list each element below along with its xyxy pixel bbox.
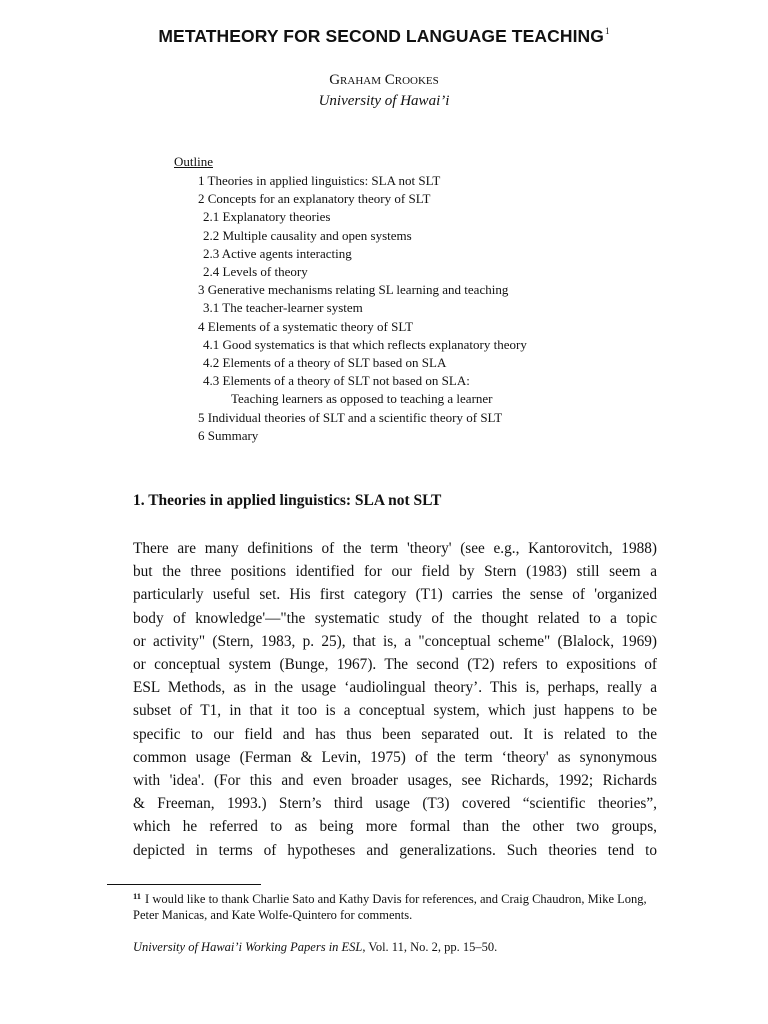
section-heading: 1. Theories in applied linguistics: SLA not SLT — [133, 492, 442, 509]
footer-journal: University of Hawai’i Working Papers in ESL — [133, 940, 363, 954]
body-line: ESL Methods, as in the usage ‘audiolingual theory’. This is, perhaps, really a — [133, 679, 657, 697]
footnote-divider — [107, 884, 261, 885]
outline-item: 4.2 Elements of a theory of SLT based on SLA — [203, 355, 447, 371]
author-affiliation: University of Hawai’i — [318, 93, 450, 109]
body-line: subset of T1, in that it too is a conceptual system, which just happens to be — [133, 702, 657, 720]
outline-heading: Outline — [174, 154, 213, 169]
outline-item: Teaching learners as opposed to teaching a learner — [231, 391, 493, 407]
footnote — [133, 888, 659, 923]
body-line: There are many definitions of the term 'theory' (see e.g., Kantorovitch, 1988) — [133, 540, 657, 557]
outline-item: 2.2 Multiple causality and open systems — [203, 227, 412, 243]
outline-list — [198, 172, 527, 445]
body-line: specific to our field and has thus been separated out. It is related to the — [133, 725, 657, 743]
body-line: or conceptual system (Bunge, 1967). The second (T2) refers to expositions of — [133, 656, 657, 674]
outline-item: 3 Generative mechanisms relating SL learning and teaching — [198, 282, 509, 298]
footer-details: , Vol. 11, No. 2, pp. 15–50. — [362, 940, 498, 954]
outline-item: 4.1 Good systematics is that which reflects explanatory theory — [203, 336, 527, 352]
page-footer — [133, 940, 497, 955]
body-paragraph — [133, 537, 657, 862]
body-line: & Freeman, 1993.) Stern’s third usage (T3) covered “scientific theories”, — [133, 795, 657, 813]
body-line: common usage (Ferman & Levin, 1975) of the term ‘theory' as synonymous — [133, 748, 657, 766]
outline-item: 2.4 Levels of theory — [203, 264, 308, 280]
outline-item: 3.1 The teacher-learner system — [203, 300, 363, 316]
outline-item: 5 Individual theories of SLT and a scientific theory of SLT — [198, 409, 503, 425]
outline-item: 6 Summary — [198, 427, 259, 443]
body-line: body of knowledge'—"the systematic study of the thought related to a topic — [133, 609, 657, 627]
body-line: depicted in terms of hypotheses and generalizations. Such theories tend to — [133, 841, 657, 859]
body-line: particularly useful set. His first category (T1) carries the sense of 'organized — [133, 586, 657, 604]
outline-item: 4.3 Elements of a theory of SLT not based on SLA: — [203, 373, 470, 389]
paper-title — [0, 26, 768, 47]
body-line: with 'idea'. (For this and even broader usages, see Richards, 1992; Richards — [133, 772, 657, 790]
footnote-mark: 11 — [133, 891, 142, 901]
author-name: Graham Crookes — [329, 72, 439, 88]
outline-item: 2.3 Active agents interacting — [203, 245, 352, 261]
outline-item: 2.1 Explanatory theories — [203, 209, 331, 225]
title-footnote-mark: 1 — [605, 26, 610, 36]
footnote-text: I would like to thank Charlie Sato and Kathy Davis for references, and Craig Chaudron, Mike Long, Peter Manicas, and Kate Wolfe-Quintero for comments. — [133, 892, 647, 922]
body-line: but the three positions identified for our field by Stern (1983) still seem a — [133, 563, 657, 581]
outline-item: 2 Concepts for an explanatory theory of SLT — [198, 191, 431, 207]
outline-item: 4 Elements of a systematic theory of SLT — [198, 318, 414, 334]
body-line: or activity" (Stern, 1983, p. 25), that is, a "conceptual scheme" (Blalock, 1969) — [133, 632, 657, 650]
body-line: which he referred to as being more formal than the other two groups, — [133, 818, 657, 836]
outline-item: 1 Theories in applied linguistics: SLA not SLT — [198, 173, 441, 188]
paper-title-text: METATHEORY FOR SECOND LANGUAGE TEACHING — [158, 26, 604, 46]
